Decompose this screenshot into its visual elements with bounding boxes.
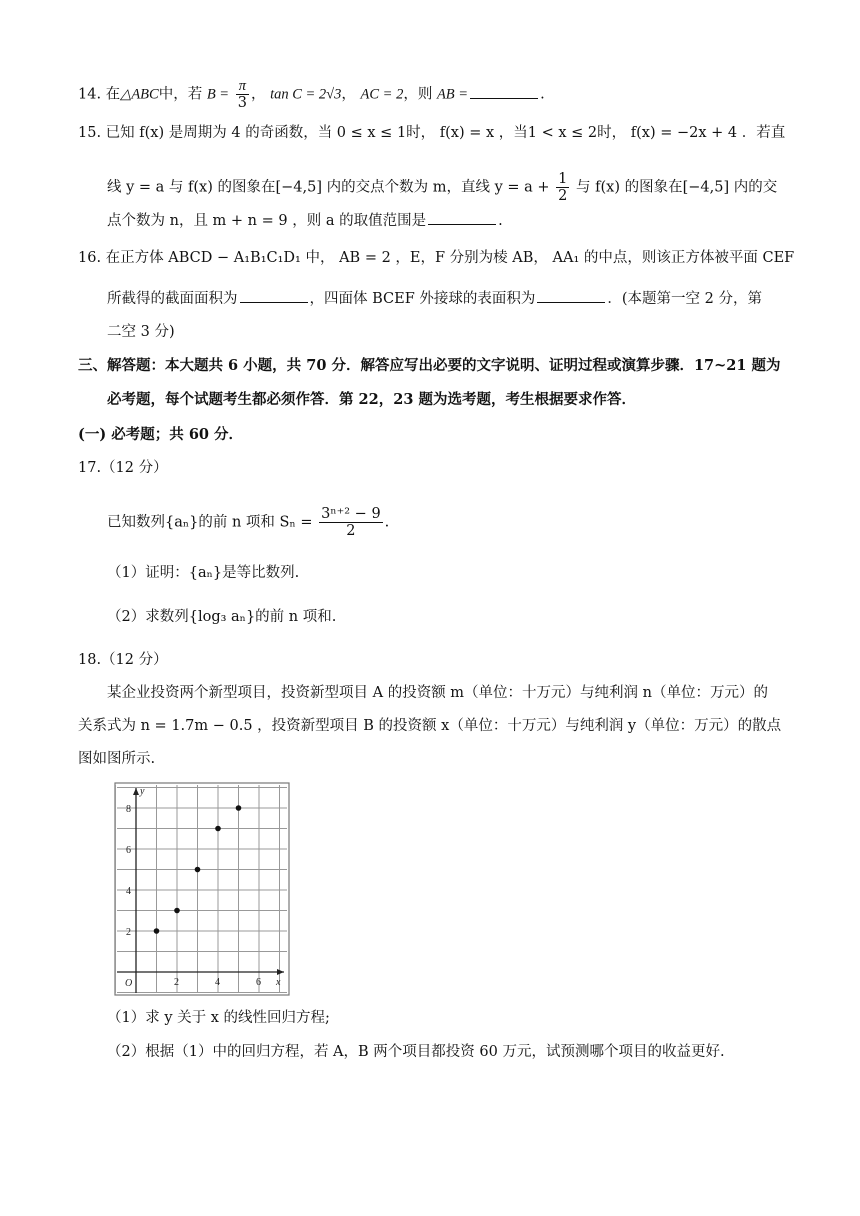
q15-text: 点个数为 n，且 m + n = 9 ，则 a 的取值范围是 [107, 213, 427, 229]
q14-number: 14. [78, 86, 102, 103]
q15-number: 15. [78, 125, 102, 141]
scatter-plot [112, 780, 292, 998]
y-tick-label: 8 [126, 804, 131, 815]
q16-blank-1[interactable] [240, 288, 308, 303]
q15-frac-num: 1 [558, 171, 568, 187]
q14-text: 中，若 [158, 86, 203, 103]
x-axis-arrow [277, 969, 284, 975]
q14-text: 在 [105, 86, 121, 103]
q15-text: 已知 f(x) 是周期为 4 的奇函数，当 0 ≤ x ≤ 1时， f(x) = x ，当1 < x ≤ 2时， f(x) = −2x + 4 ．若直 [105, 125, 786, 141]
q17-line1 [107, 506, 389, 539]
x-axis-label: x [276, 977, 281, 988]
x-tick-label: 2 [174, 977, 179, 988]
q18-part1: （1）求 y 关于 x 的线性回归方程; [107, 1010, 330, 1026]
q14-answer-blank[interactable] [470, 84, 538, 99]
data-point [154, 928, 160, 934]
q15-answer-blank[interactable] [428, 210, 496, 225]
x-tick-label: 4 [215, 977, 220, 988]
q16-line1 [78, 248, 794, 268]
q14-frac-num: π [236, 78, 249, 95]
q17-frac-num: 3ⁿ⁺² − 9 [321, 506, 381, 522]
q16-line2 [107, 288, 762, 309]
q15-text: 线 y = a 与 f(x) 的图象在[−4,5] 内的交点个数为 m，直线 y = a + [107, 179, 550, 196]
q14-AB: AB = [436, 86, 469, 103]
q16-line3 [107, 322, 175, 342]
q16-text: ．(本题第一空 2 分，第 [607, 291, 762, 307]
q16-text: ，四面体 BCEF 外接球的表面积为 [309, 291, 536, 307]
q16-blank-2[interactable] [537, 288, 605, 303]
q15-frac-den: 2 [558, 188, 568, 204]
y-axis-arrow [133, 788, 139, 795]
y-tick-label: 4 [126, 886, 131, 897]
q16-text: 在正方体 ABCD − A₁B₁C₁D₁ 中， AB = 2 ，E，F 分别为棱 AB， AA₁ 的中点，则该正方体被平面 CEF [105, 250, 795, 266]
q14-text: ，则 [403, 86, 433, 103]
q18-line1: 某企业投资两个新型项目，投资新型项目 A 的投资额 m（单位：十万元）与纯利润 n（单位：万元）的 [107, 685, 768, 701]
q15-text: 与 f(x) 的图象在[−4,5] 内的交 [576, 179, 778, 196]
q15-text: . [498, 213, 503, 229]
subsection-1: (一) 必考题；共 60 分． [78, 426, 244, 443]
q17-fraction [319, 506, 383, 539]
data-point [174, 908, 180, 914]
data-point [236, 805, 242, 811]
q18-line3: 图如图所示. [78, 751, 156, 767]
plot-frame [115, 783, 289, 995]
data-point [195, 867, 201, 873]
q15-fraction [556, 171, 569, 204]
q17-text: 已知数列{aₙ}的前 n 项和 Sₙ = [107, 514, 313, 531]
q15-line3 [107, 210, 503, 231]
q16-number: 16. [78, 250, 102, 266]
data-point [215, 826, 221, 832]
q14-AC: AC = 2 [360, 86, 404, 103]
q18-part2: （2）根据（1）中的回归方程，若 A，B 两个项目都投资 60 万元，试预测哪个项目的收益更好. [107, 1044, 725, 1060]
q14-text: ， [250, 86, 266, 103]
q14-triangle: △ABC [120, 86, 159, 103]
q14-text: ， [341, 86, 356, 103]
y-axis-label: y [140, 786, 145, 797]
q14-B: B = [206, 86, 230, 103]
q17-part1: （1）证明：{aₙ}是等比数列. [107, 565, 300, 581]
q14-text: . [540, 86, 545, 103]
q16-text: 二空 3 分) [107, 324, 175, 340]
q15-line2 [107, 171, 777, 204]
section-3-heading-cont: 必考题，每个试题考生都必须作答．第 22，23 题为选考题，考生根据要求作答． [107, 391, 636, 408]
q16-text: 所截得的截面面积为 [107, 291, 238, 307]
q18-line2: 关系式为 n = 1.7m − 0.5 ，投资新型项目 B 的投资额 x（单位：十万元）与纯利润 y（单位：万元）的散点 [78, 718, 782, 734]
q14 [78, 78, 545, 111]
origin-label: O [125, 978, 133, 989]
q14-tanC: tan C = 2√3 [270, 86, 342, 103]
q17-header: 17.（12 分） [78, 460, 168, 476]
y-tick-label: 2 [126, 927, 131, 938]
q17-frac-den: 2 [346, 523, 356, 539]
q17-text: . [384, 514, 390, 531]
q15-line1 [78, 123, 785, 143]
q14-fraction [236, 78, 249, 111]
q14-frac-den: 3 [237, 95, 247, 111]
q17-part2: （2）求数列{log₃ aₙ}的前 n 项和. [107, 609, 337, 625]
y-tick-label: 6 [126, 845, 131, 856]
section-3-heading: 三、解答题：本大题共 6 小题，共 70 分．解答应写出必要的文字说明、证明过程或演算步骤．17~21 题为 [78, 357, 781, 374]
x-tick-label: 6 [256, 977, 261, 988]
q18-header: 18.（12 分） [78, 652, 168, 668]
